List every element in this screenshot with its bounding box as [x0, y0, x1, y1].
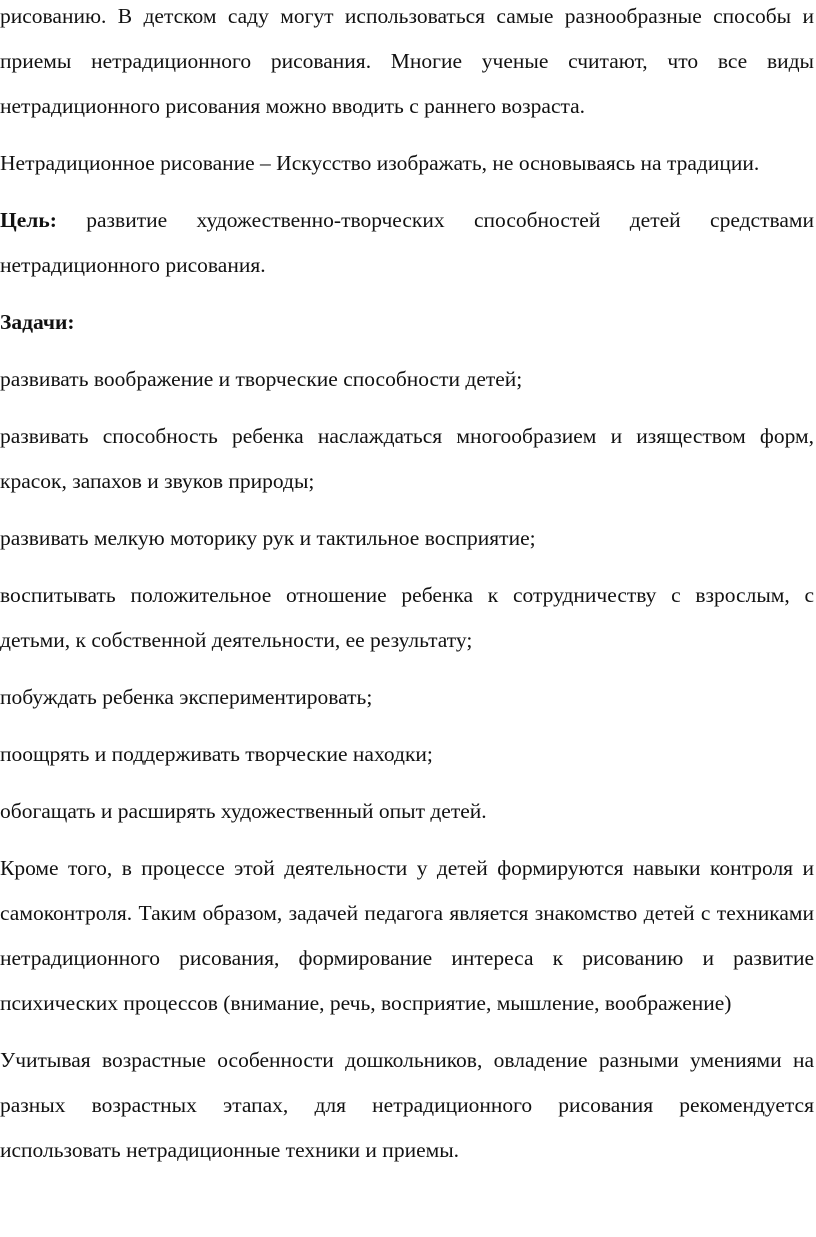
age-paragraph: Учитывая возрастные особенности дошкольников, овладение разными умениями на разных возрастных этапах, для нетрадиционного рисования рекомендуется использовать нетрадиционные техники и приемы. — [0, 1048, 814, 1162]
intro-paragraph: рисованию. В детском саду могут использоваться самые разнообразные способы и приемы нетрадиционного рисования. Многие ученые считают, что все виды нетрадиционного рисования можно вводить с раннего возраста. — [0, 4, 814, 118]
task-item: поощрять и поддерживать творческие находки; — [0, 742, 433, 766]
goal-label: Цель: — [0, 208, 57, 232]
task-item: воспитывать положительное отношение ребенка к сотрудничеству с взрослым, с детьми, к собственной деятельности, ее результату; — [0, 583, 814, 652]
tasks-heading: Задачи: — [0, 310, 75, 334]
task-item: развивать воображение и творческие способности детей; — [0, 367, 523, 391]
control-paragraph: Кроме того, в процессе этой деятельности у детей формируются навыки контроля и самоконтроля. Таким образом, задачей педагога является знакомство детей с техниками нетрадиционного рисования, формирование интереса к рисованию и развитие психических процессов (внимание, речь, восприятие, мышление, воображение) — [0, 856, 814, 1015]
task-item: развивать мелкую моторику рук и тактильное восприятие; — [0, 526, 536, 550]
goal-text: развитие художественно-творческих способностей детей средствами нетрадиционного рисования. — [0, 208, 814, 277]
task-item: развивать способность ребенка наслаждаться многообразием и изяществом форм, красок, запахов и звуков природы; — [0, 424, 814, 493]
definition-paragraph: Нетрадиционное рисование – Искусство изображать, не основываясь на традиции. — [0, 151, 760, 175]
task-item: обогащать и расширять художественный опыт детей. — [0, 799, 487, 823]
goal-paragraph — [0, 198, 814, 288]
task-item: побуждать ребенка экспериментировать; — [0, 685, 373, 709]
